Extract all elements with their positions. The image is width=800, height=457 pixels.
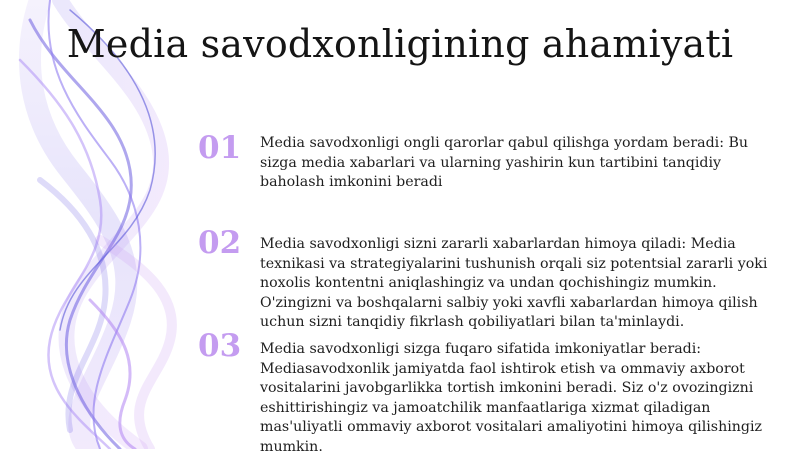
item-number-02: 02 [198,225,242,261]
item-text-02: Media savodxonligi sizni zararli xabarlardan himoya qiladi: Media texnikasi va strategiyalarini tushunish orqali siz potentsial zararli yoki noxolis kontentni aniqlashingiz va undan qochishingiz mumkin. O'zingizni va boshqalarni salbiy yoki xavfli xabarlardan himoya qilish uchun sizni tanqidiy fikrlash qobiliyatlari bilan ta'minlaydi. [260,236,768,330]
item-text-01: Media savodxonligi ongli qarorlar qabul qilishga yordam beradi: Bu sizga media xabarlari va ularning yashirin kun tartibini tanqidiy baholash imkonini beradi [260,135,749,190]
item-number-01: 01 [198,130,242,166]
item-number-03: 03 [198,328,242,364]
page-title: Media savodxonligining ahamiyati [66,22,734,66]
item-text-03: Media savodxonligi sizga fuqaro sifatida imkoniyatlar beradi: Mediasavodxonlik jamiyatda faol ishtirok etish va ommaviy axborot vositalarini javobgarlikka tortish imkonini beradi. Siz o'z ovozingizni eshittirishingiz va jamoatchilik manfaatlariga xizmat qiladigan mas'uliyatli ommaviy axborot vositalari amaliyotini himoya qilishingiz mumkin. [260,341,762,455]
